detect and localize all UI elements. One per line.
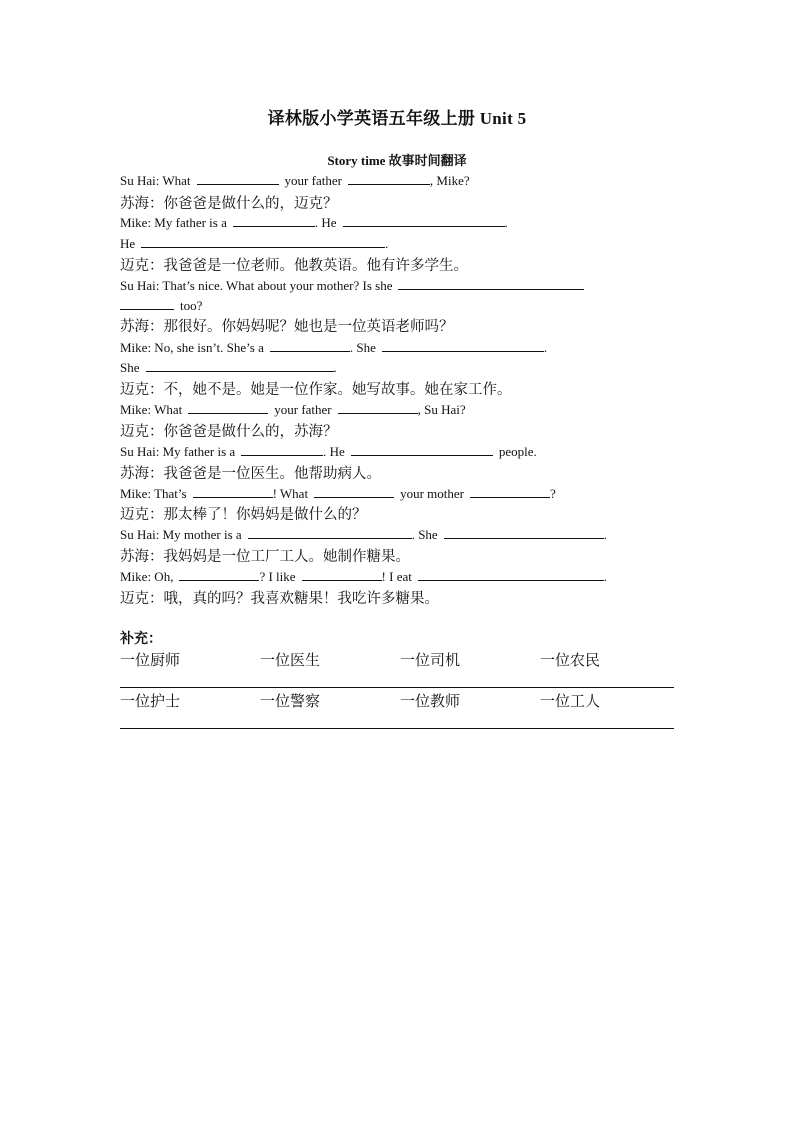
answer-blank[interactable]: [348, 173, 430, 185]
line-text: , Su Hai?: [417, 402, 466, 417]
line-text: ! What: [272, 486, 309, 501]
dialogue-line: [120, 360, 337, 376]
line-text: . She: [349, 340, 376, 355]
line-text: Su Hai: My father is a: [120, 444, 236, 459]
vocab-item: 一位医生: [260, 651, 321, 669]
line-text: . She: [411, 527, 438, 542]
answer-blank[interactable]: [314, 486, 394, 498]
vocab-item: 一位警察: [260, 692, 321, 710]
answer-blank[interactable]: [188, 402, 268, 414]
supplement-heading: 补充：: [120, 631, 162, 647]
answer-blank[interactable]: [470, 486, 550, 498]
section-subtitle: Story time 故事时间翻译: [327, 153, 467, 168]
line-text: ?: [549, 486, 556, 501]
translation-line: 迈克：你爸爸是做什么的，苏海？: [120, 424, 338, 440]
line-text: Su Hai: What: [120, 173, 191, 188]
line-text: She: [120, 360, 140, 375]
translation-line: 迈克：那太棒了！你妈妈是做什么的？: [120, 507, 367, 523]
line-text: your father: [284, 173, 342, 188]
line-text: , Mike?: [429, 173, 470, 188]
answer-blank[interactable]: [338, 402, 418, 414]
dialogue-line: [120, 527, 607, 543]
answer-blank[interactable]: [233, 215, 315, 227]
dialogue-line: [120, 444, 537, 460]
line-text: Mike: No, she isn’t. She’s a: [120, 340, 264, 355]
vocab-row: [120, 649, 674, 671]
line-text: .: [333, 360, 337, 375]
line-text: .: [603, 527, 607, 542]
vocab-row: [120, 690, 674, 712]
dialogue-line: [120, 340, 547, 356]
answer-blank[interactable]: [248, 527, 412, 539]
dialogue-line: [120, 215, 508, 231]
dialogue-line: [120, 173, 470, 189]
line-text: Mike: My father is a: [120, 215, 227, 230]
dialogue-line: [120, 486, 556, 502]
answer-blank[interactable]: [343, 215, 505, 227]
translation-line: 苏海：我妈妈是一位工厂工人。她制作糖果。: [120, 549, 410, 565]
writing-rule[interactable]: [120, 728, 674, 729]
translation-line: 迈克：我爸爸是一位老师。他教英语。他有许多学生。: [120, 258, 468, 274]
translation-line: 苏海：我爸爸是一位医生。他帮助病人。: [120, 466, 381, 482]
line-text: people.: [498, 444, 537, 459]
line-text: . He: [323, 444, 345, 459]
line-text: Mike: What: [120, 402, 183, 417]
answer-blank[interactable]: [398, 278, 584, 290]
dialogue-line: [120, 402, 466, 418]
line-text: ! I eat: [381, 569, 412, 584]
dialogue-line: [120, 236, 388, 252]
line-text: your mother: [400, 486, 464, 501]
translation-line: 迈克：不，她不是。她是一位作家。她写故事。她在家工作。: [120, 382, 512, 398]
line-text: . He: [314, 215, 337, 230]
line-text: .: [385, 236, 389, 251]
answer-blank[interactable]: [351, 444, 493, 456]
vocab-item: 一位厨师: [120, 651, 181, 669]
translation-line: 迈克：哦，真的吗？我喜欢糖果！我吃许多糖果。: [120, 591, 439, 607]
answer-blank[interactable]: [141, 236, 385, 248]
answer-blank[interactable]: [241, 444, 323, 456]
vocab-item: 一位工人: [540, 692, 601, 710]
line-text: your father: [274, 402, 332, 417]
vocab-item: 一位司机: [400, 651, 461, 669]
line-text: too?: [180, 298, 203, 313]
line-text: .: [603, 569, 608, 584]
answer-blank[interactable]: [270, 340, 350, 352]
dialogue-line: [120, 298, 202, 314]
answer-blank[interactable]: [302, 569, 382, 581]
line-text: Su Hai: My mother is a: [120, 527, 242, 542]
answer-blank[interactable]: [146, 360, 334, 372]
vocab-item: 一位农民: [540, 651, 601, 669]
page-title: 译林版小学英语五年级上册 Unit 5: [267, 109, 527, 128]
answer-blank[interactable]: [382, 340, 544, 352]
dialogue-line: [120, 278, 584, 294]
line-text: .: [504, 215, 508, 230]
line-text: Mike: That’s: [120, 486, 187, 501]
writing-rule[interactable]: [120, 687, 674, 688]
answer-blank[interactable]: [193, 486, 273, 498]
line-text: ? I like: [259, 569, 296, 584]
vocab-item: 一位教师: [400, 692, 461, 710]
answer-blank[interactable]: [418, 569, 604, 581]
line-text: He: [120, 236, 136, 251]
answer-blank[interactable]: [120, 298, 174, 310]
vocab-item: 一位护士: [120, 692, 181, 710]
answer-blank[interactable]: [444, 527, 604, 539]
translation-line: 苏海：你爸爸是做什么的，迈克？: [120, 196, 338, 212]
line-text: .: [543, 340, 548, 355]
answer-blank[interactable]: [179, 569, 259, 581]
line-text: Mike: Oh,: [120, 569, 174, 584]
answer-blank[interactable]: [197, 173, 279, 185]
translation-line: 苏海：那很好。你妈妈呢？她也是一位英语老师吗？: [120, 319, 454, 335]
line-text: Su Hai: That’s nice. What about your mother? Is she: [120, 278, 393, 293]
dialogue-line: [120, 569, 607, 585]
